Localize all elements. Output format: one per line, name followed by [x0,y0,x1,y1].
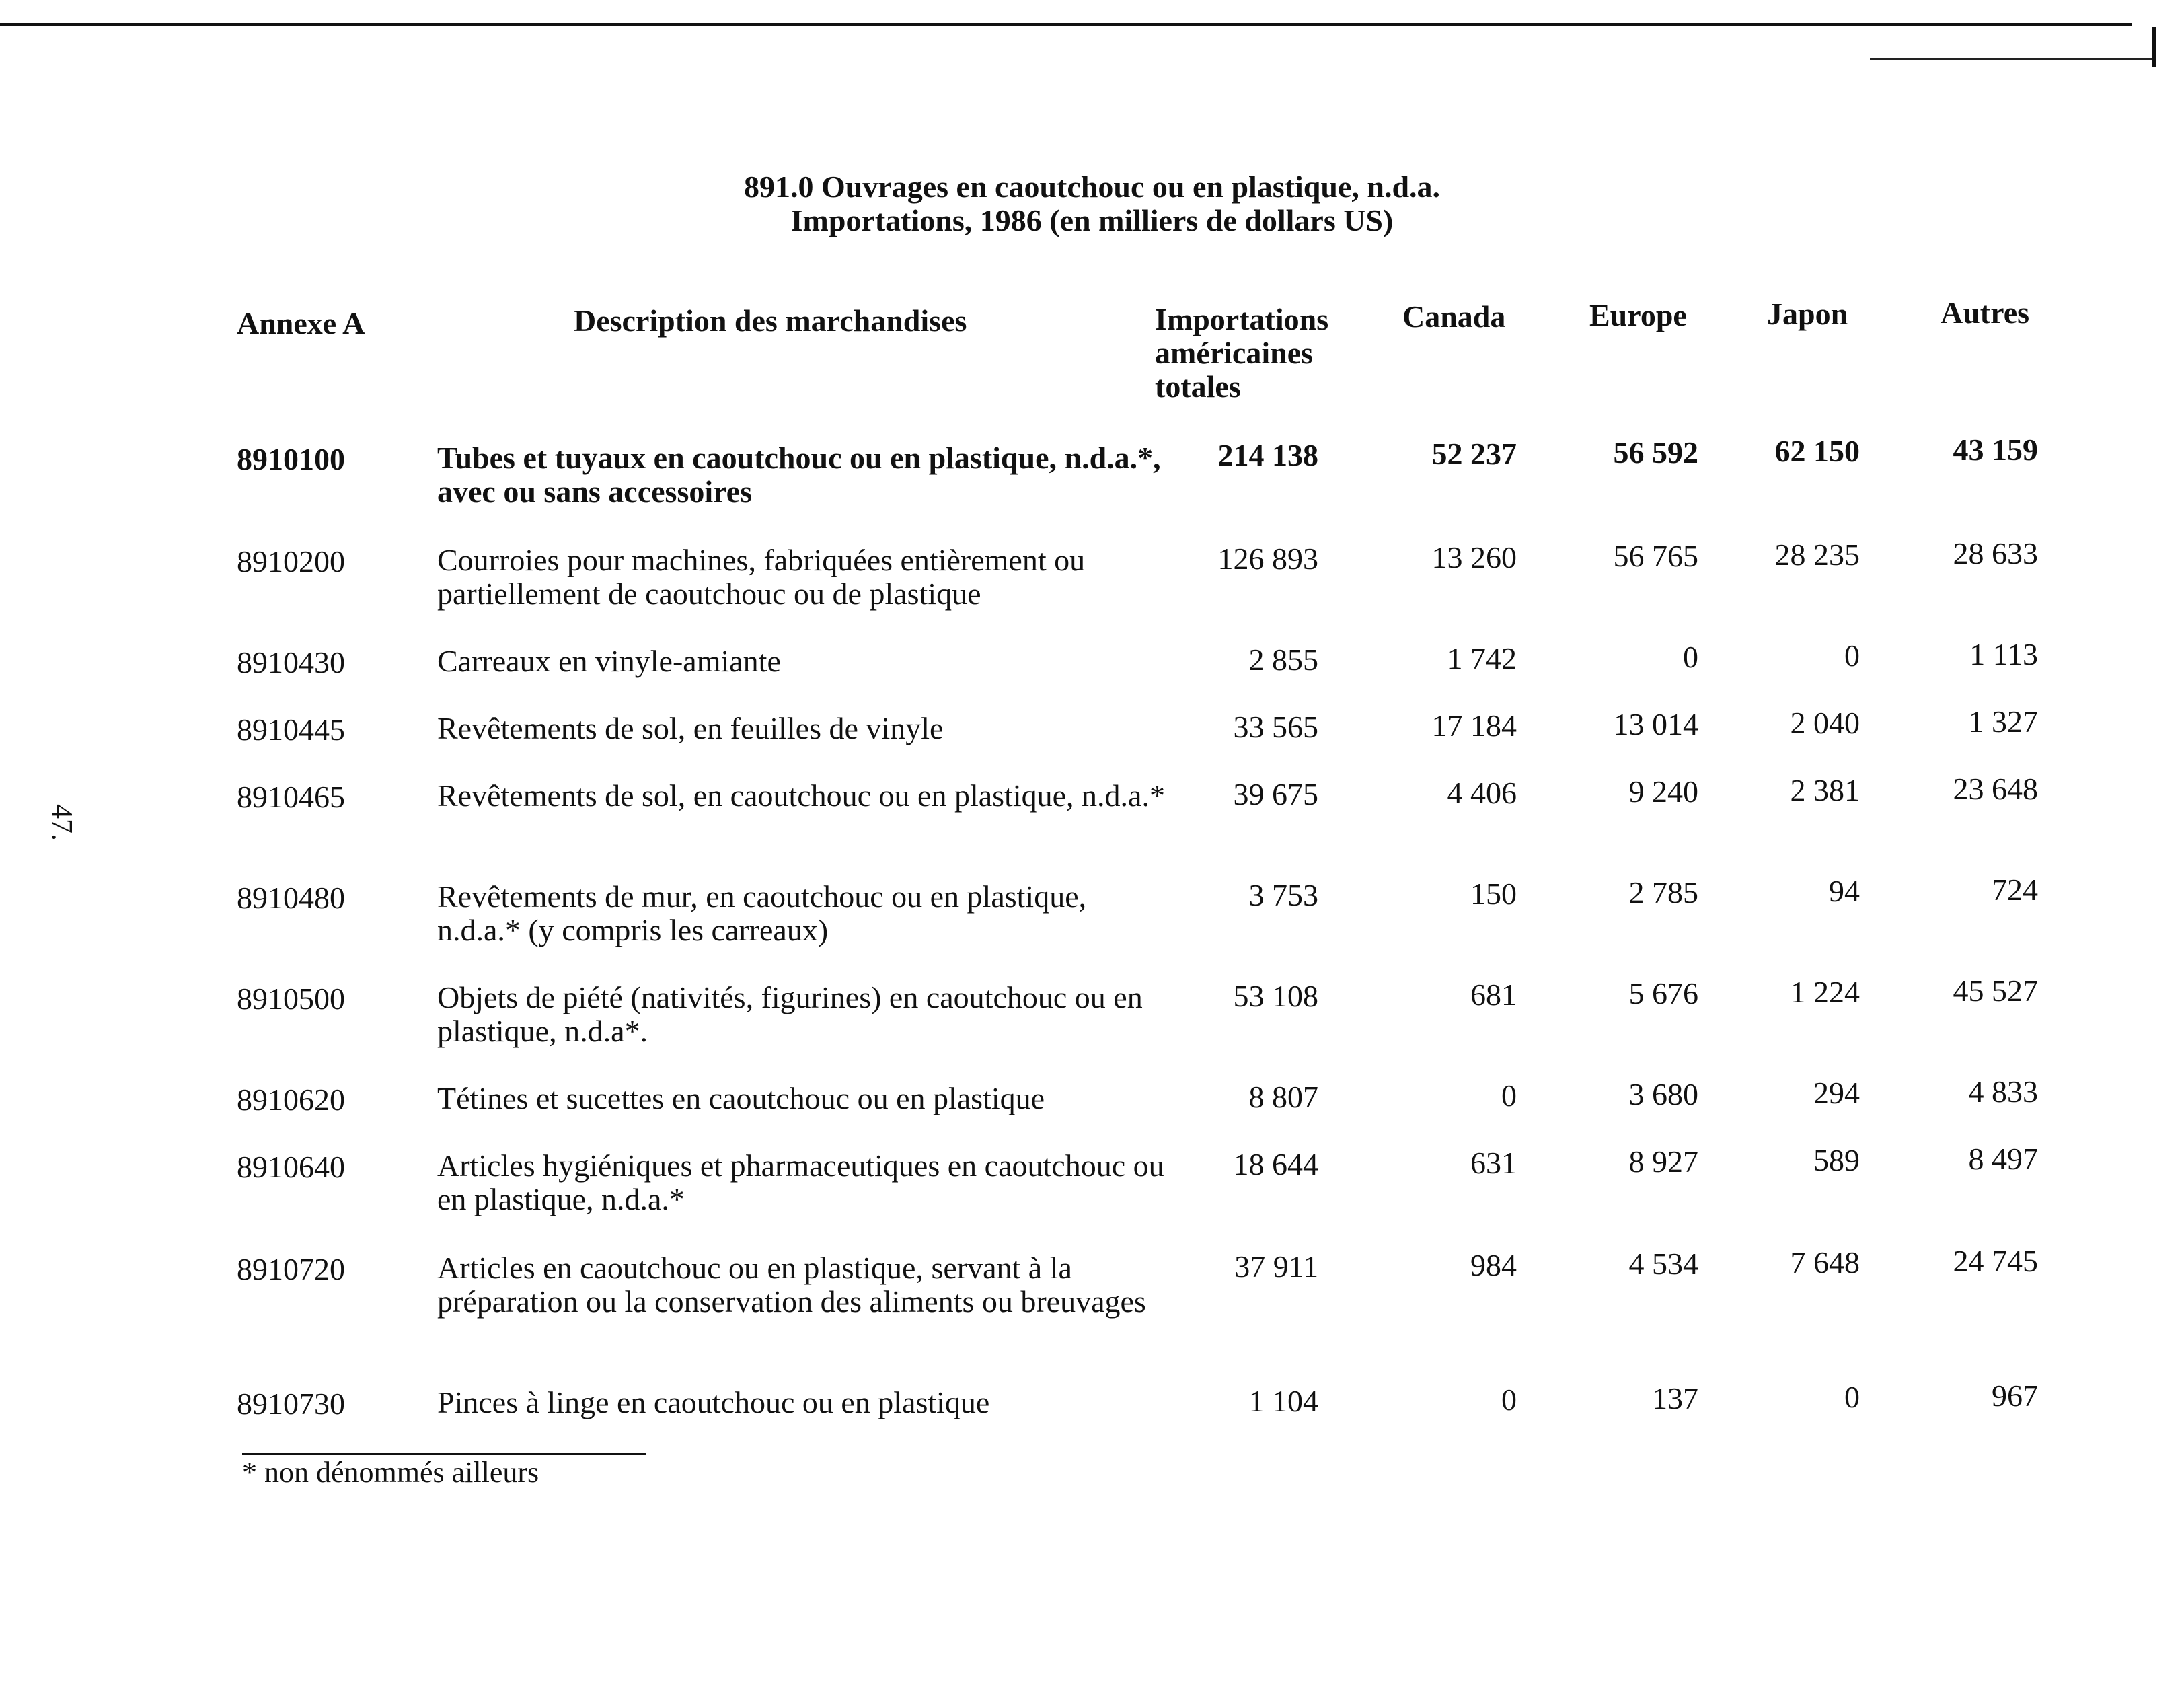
row-code: 8910500 [237,982,345,1016]
row-canada: 4 406 [1447,776,1517,810]
row-description: Revêtements de sol, en caoutchouc ou en plastique, n.d.a.* [437,778,1165,813]
row-canada: 631 [1470,1146,1517,1180]
row-autres: 4 833 [1968,1074,2038,1109]
row-japon: 2 381 [1790,773,1860,807]
row-total: 39 675 [1233,777,1318,811]
row-europe: 8 927 [1628,1144,1698,1179]
row-total: 53 108 [1233,979,1318,1013]
row-canada: 681 [1470,977,1517,1012]
page-title: 891.0 Ouvrages en caoutchouc ou en plastique, n.d.a. [743,170,1441,204]
row-japon: 94 [1829,874,1860,908]
row-code: 8910200 [237,544,345,579]
row-autres: 28 633 [1953,536,2038,570]
row-autres: 45 527 [1953,973,2038,1008]
row-japon: 2 040 [1790,706,1860,740]
header-japon: Japon [1767,297,1848,331]
row-autres: 1 327 [1968,704,2038,739]
row-autres: 8 497 [1968,1142,2038,1176]
row-europe: 4 534 [1628,1247,1698,1281]
row-code: 8910720 [237,1252,345,1286]
row-code: 8910620 [237,1082,345,1117]
row-canada: 52 237 [1431,437,1517,471]
row-autres: 23 648 [1953,772,2038,806]
row-canada: 13 260 [1431,540,1517,575]
row-autres: 1 113 [1969,637,2038,671]
row-total: 126 893 [1217,542,1318,576]
row-description: Articles hygiéniques et pharmaceutiques en caoutchouc ou en plastique, n.d.a.* [437,1148,1164,1216]
row-code: 8910465 [237,780,345,814]
header-total-line2: américaines [1155,336,1314,370]
page-subtitle: Importations, 1986 (en milliers de dollars US) [790,203,1394,237]
corner-mark [2152,27,2156,67]
row-europe: 0 [1683,640,1698,674]
row-autres: 24 745 [1953,1244,2038,1278]
row-code: 8910430 [237,645,345,679]
row-description: Tubes et tuyaux en caoutchouc ou en plastique, n.d.a.*, avec ou sans accessoires [437,441,1161,509]
header-description: Description des marchandises [574,303,967,338]
row-description: Courroies pour machines, fabriquées entièrement ou partiellement de caoutchouc ou de plastique [437,543,1086,611]
row-total: 33 565 [1233,710,1318,744]
row-total: 3 753 [1248,878,1318,912]
row-canada: 1 742 [1447,641,1517,675]
row-canada: 17 184 [1431,708,1517,743]
row-europe: 2 785 [1628,875,1698,910]
row-europe: 56 765 [1613,539,1698,573]
header-europe: Europe [1589,298,1687,332]
row-europe: 137 [1652,1381,1698,1415]
row-japon: 0 [1844,1380,1860,1414]
row-code: 8910640 [237,1150,345,1184]
row-europe: 56 592 [1613,435,1698,470]
row-description: Articles en caoutchouc ou en plastique, servant à la préparation ou la conservation des aliments ou breuvages [437,1251,1146,1319]
row-description: Revêtements de sol, en feuilles de vinyle [437,711,944,745]
row-japon: 589 [1813,1143,1860,1177]
row-europe: 13 014 [1613,707,1698,741]
header-code: Annexe A [237,306,365,340]
row-total: 2 855 [1248,642,1318,677]
header-total-line1: Importations [1155,302,1329,336]
page-number: 47. [46,804,79,841]
row-total: 214 138 [1217,438,1318,472]
row-europe: 5 676 [1628,976,1698,1010]
footnote-rule [242,1453,646,1455]
row-canada: 150 [1470,877,1517,911]
header-total-line3: totales [1155,369,1241,404]
row-total: 1 104 [1248,1384,1318,1418]
row-japon: 294 [1813,1076,1860,1110]
top-rule [0,23,2132,26]
row-description: Revêtements de mur, en caoutchouc ou en plastique, n.d.a.* (y compris les carreaux) [437,879,1087,947]
footnote: * non dénommés ailleurs [242,1456,539,1489]
row-total: 8 807 [1248,1080,1318,1114]
row-autres: 967 [1992,1378,2038,1413]
row-description: Carreaux en vinyle-amiante [437,644,781,678]
row-europe: 3 680 [1628,1077,1698,1111]
row-canada: 0 [1501,1382,1517,1417]
row-code: 8910100 [237,442,345,476]
row-japon: 1 224 [1790,975,1860,1009]
header-autres: Autres [1941,295,2030,330]
row-code: 8910730 [237,1387,345,1421]
row-canada: 984 [1470,1248,1517,1282]
row-canada: 0 [1501,1078,1517,1113]
row-description: Pinces à linge en caoutchouc ou en plastique [437,1385,990,1419]
row-japon: 7 648 [1790,1245,1860,1280]
row-code: 8910445 [237,712,345,747]
row-japon: 28 235 [1774,538,1860,572]
header-canada: Canada [1402,299,1506,334]
row-total: 37 911 [1234,1249,1318,1284]
row-total: 18 644 [1233,1147,1318,1181]
row-autres: 724 [1992,873,2038,907]
top-rule-secondary [1870,58,2152,60]
row-code: 8910480 [237,881,345,915]
row-japon: 62 150 [1774,434,1860,468]
row-japon: 0 [1844,638,1860,673]
row-description: Tétines et sucettes en caoutchouc ou en plastique [437,1081,1045,1115]
row-description: Objets de piété (nativités, figurines) en caoutchouc ou en plastique, n.d.a*. [437,980,1143,1048]
row-autres: 43 159 [1953,433,2038,467]
row-europe: 9 240 [1628,774,1698,809]
